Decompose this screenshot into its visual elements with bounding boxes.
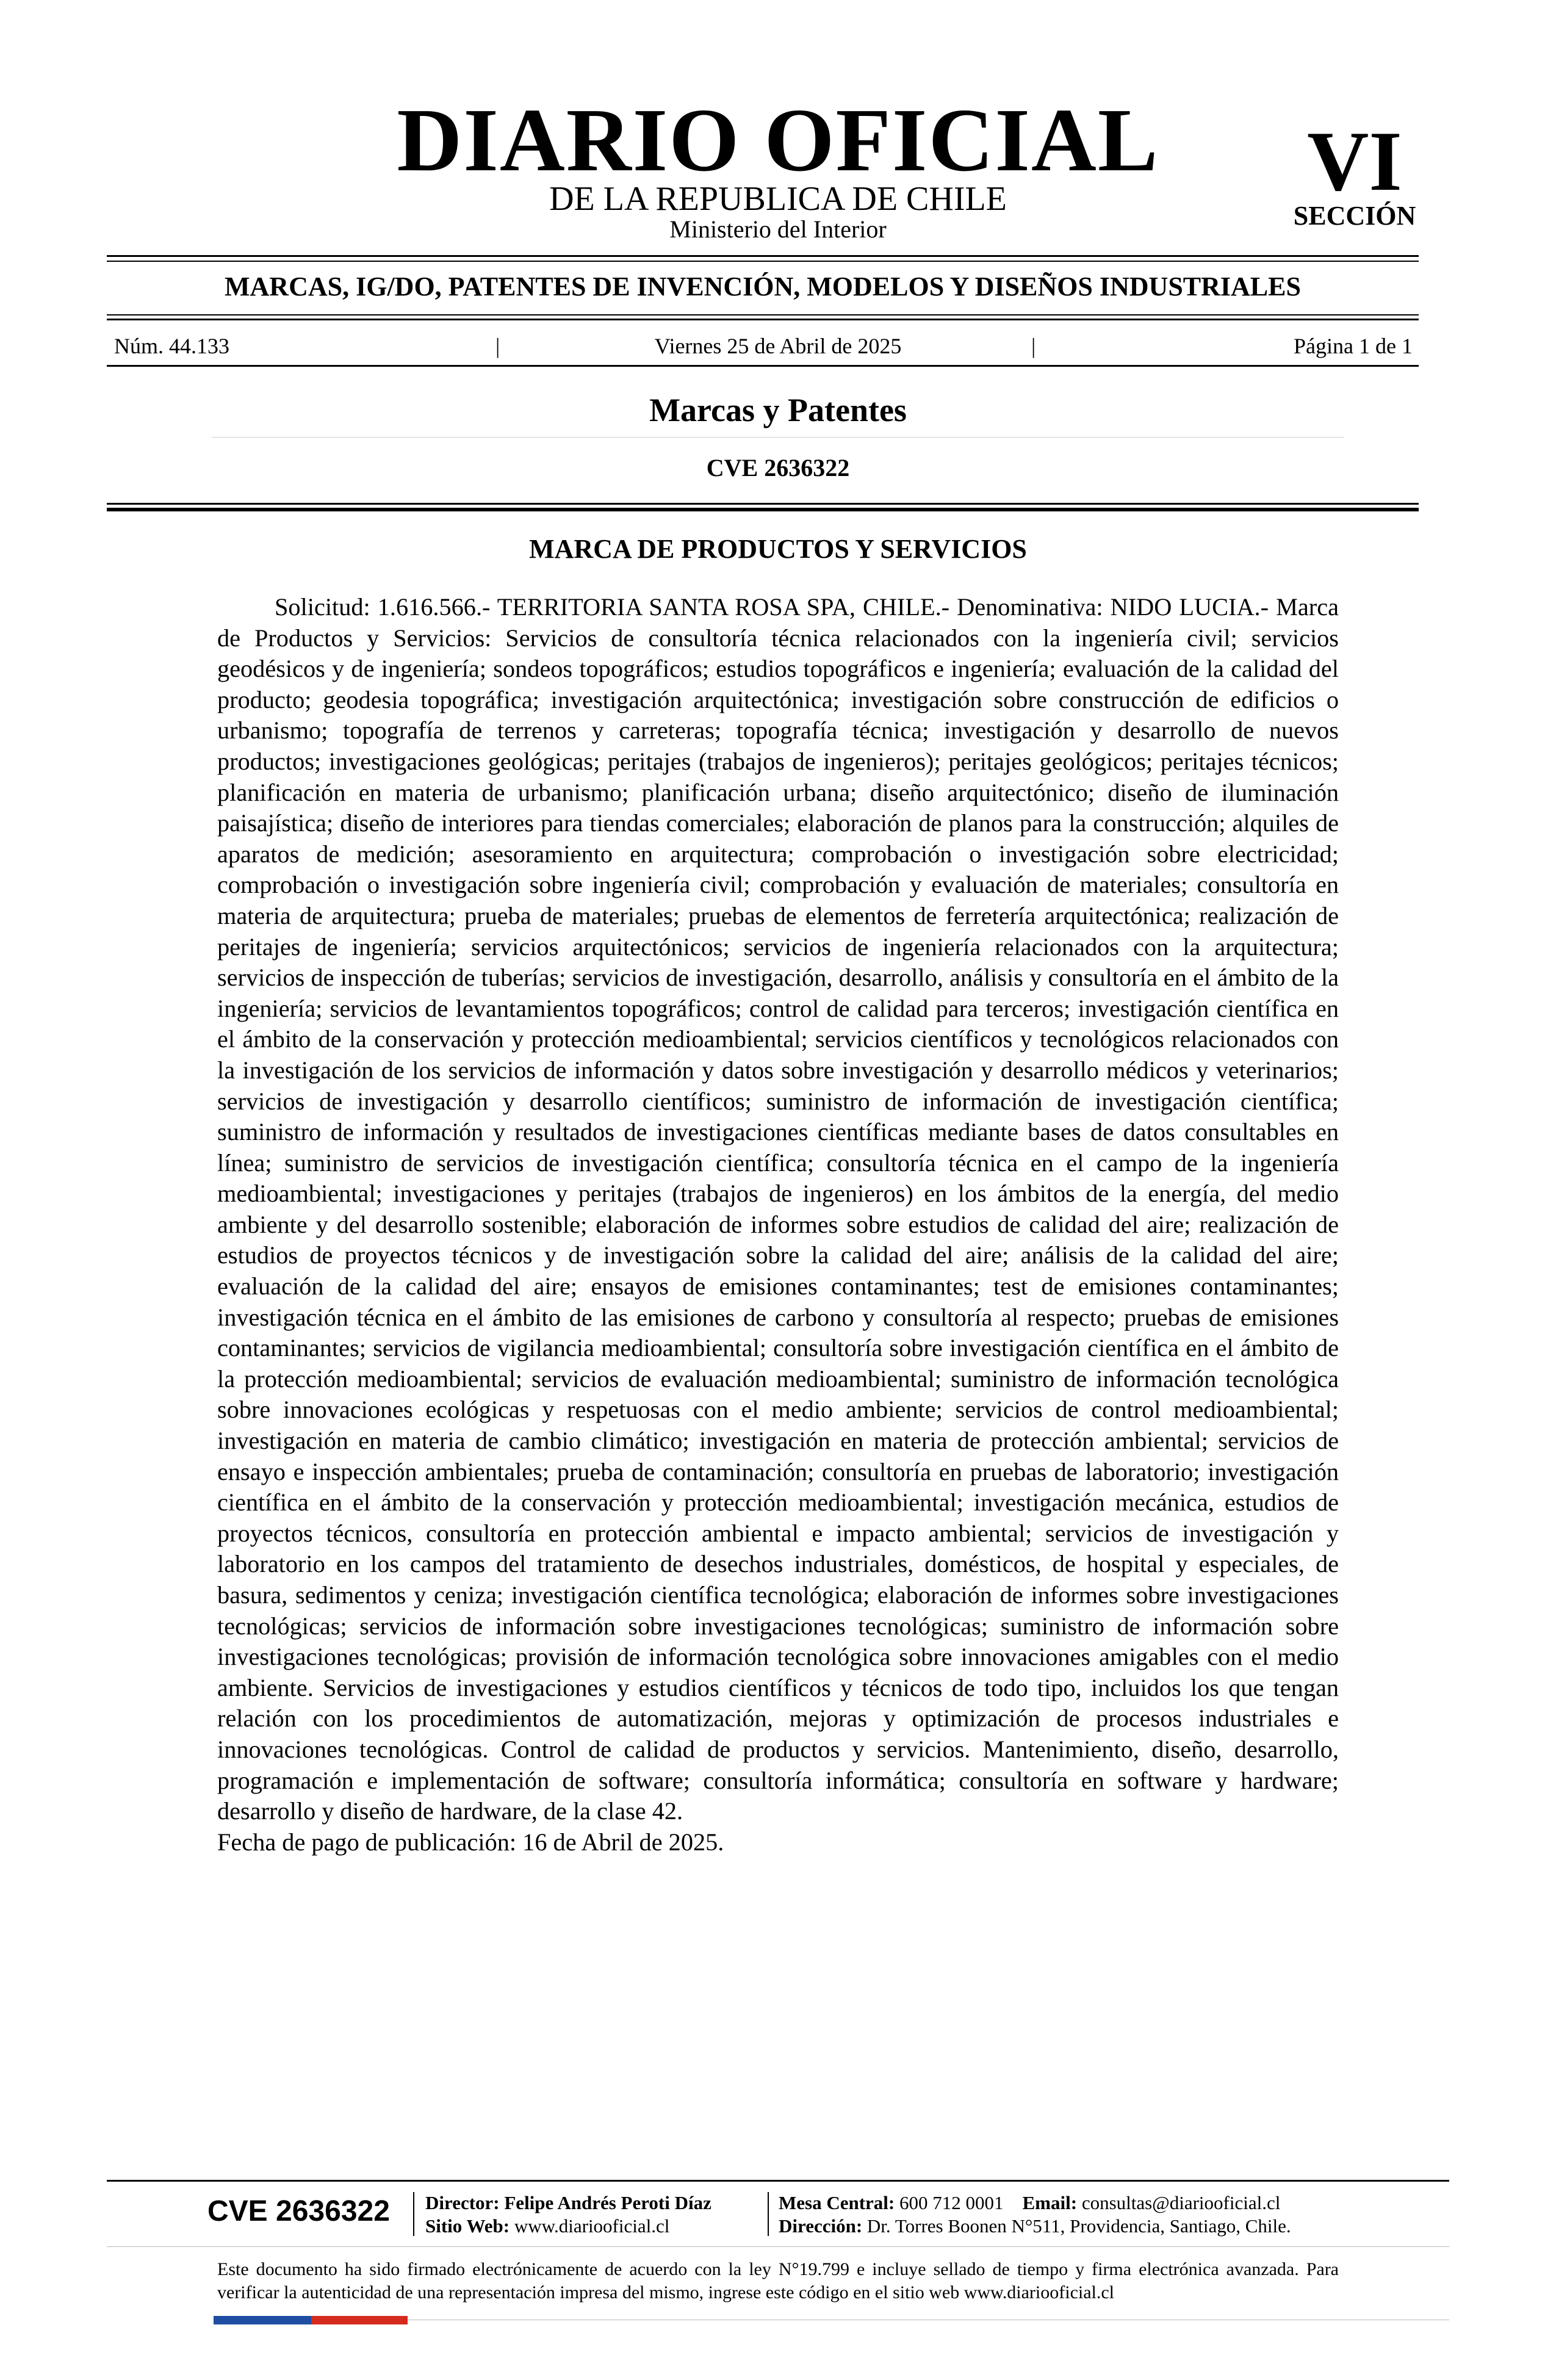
divider	[212, 437, 1344, 438]
divider	[107, 365, 1419, 367]
footer-separator	[413, 2192, 414, 2236]
body-paragraph: Solicitud: 1.616.566.- TERRITORIA SANTA ROSA SPA, CHILE.- Denominativa: NIDO LUCIA.- Marca de Productos y Servicios: Servicios de consultoría técnica relacionados con la ingeniería civil; servicios geodésicos y de ingeniería; sondeos topográficos; estudios topográficos e ingeniería; evaluación de la calidad del producto; geodesia topográfica; investigación arquitectónica; investigación sobre construcción de edificios o urbanismo; topografía de terrenos y carreteras; topografía técnica; investigación y desarrollo de nuevos productos; investigaciones geológicas; peritajes (trabajos de ingenieros); peritajes geológicos; peritajes técnicos; planificación en materia de urbanismo; planificación urbana; diseño arquitectónico; diseño de iluminación paisajística; diseño de interiores para tiendas comerciales; elaboración de planos para la construcción; alquiles de aparatos de medición; asesoramiento en arquitectura; comprobación o investigación sobre electricidad; comprobación o investigación sobre ingeniería civil; comprobación y evaluación de materiales; consultoría en materia de arquitectura; prueba de materiales; pruebas de elementos de ferretería arquitectónica; realización de peritajes de ingeniería; servicios arquitectónicos; servicios de ingeniería relacionados con la arquitectura; servicios de inspección de tuberías; servicios de investigación, desarrollo, análisis y consultoría en el ámbito de la ingeniería; servicios de levantamientos topográficos; control de calidad para terceros; investigación científica en el ámbito de la conservación y protección medioambiental; servicios científicos y tecnológicos relacionados con la investigación de los servicios de información y datos sobre investigación y desarrollo médicos y veterinarios; servicios de investigación y desarrollo científicos; suministro de información de investigación científica; suministro de información y resultados de investigaciones científicas mediante bases de datos consultables en línea; suministro de servicios de investigación científica; consultoría técnica en el campo de la ingeniería medioambiental; investigaciones y peritajes (trabajos de ingenieros) en los ámbitos de la energía, del medio ambiente y del desarrollo sostenible; elaboración de informes sobre estudios de calidad del aire; realización de estudios de proyectos técnicos y de investigación sobre la calidad del aire; análisis de la calidad del aire; evaluación de la calidad del aire; ensayos de emisiones contaminantes; test de emisiones contaminantes; investigación técnica en el ámbito de las emisiones de carbono y consultoría al respecto; pruebas de emisiones contaminantes; servicios de vigilancia medioambiental; consultoría sobre investigación científica en el ámbito de la protección medioambiental; servicios de evaluación medioambiental; suministro de información tecnológica sobre innovaciones ecológicas y respetuosas con el medio ambiente; servicios de control medioambiental; investigación en materia de cambio climático; investigación en materia de protección ambiental; servicios de ensayo e inspección ambientales; prueba de contaminación; consultoría en pruebas de laboratorio; investigación científica en el ámbito de la conservación y protección medioambiental; investigación mecánica, estudios de proyectos técnicos, consultoría en protección ambiental e impacto ambiental; servicios de investigación y laboratorio en los campos del tratamiento de desechos industriales, domésticos, de hospital y especiales, de basura, sedimentos y ceniza; investigación científica tecnológica; elaboración de informes sobre investigaciones tecnológicas; servicios de información sobre investigaciones tecnológicas; suministro de información sobre investigaciones tecnológicas; provisión de información tecnológica sobre innovaciones amigables con el medio ambiente. Servicios de investigaciones y estudios científicos y técnicos de todo tipo, incluidos los que tengan relación con los procedimientos de automatización, mejoras y optimización de procesos industriales e innovaciones tecnológicas. Control de calidad de productos y servicios. Mantenimiento, diseño, desarrollo, programación e implementación de software; consultoría informática; consultoría en software y hardware; desarrollo y diseño de hardware, de la clase 42.	[217, 593, 1339, 1825]
divider	[107, 255, 1419, 257]
masthead-ministry: Ministerio del Interior	[669, 215, 887, 243]
footer-director: Director: Felipe Andrés Peroti Díaz Sitio Web: www.diariooficial.cl	[425, 2192, 711, 2237]
issue-number: Núm. 44.133	[114, 334, 229, 358]
divider	[107, 319, 1419, 320]
flag-stripe-red	[311, 2316, 408, 2324]
divider	[107, 261, 1419, 262]
footer-contact: Mesa Central: 600 712 0001 Email: consultas@diariooficial.cl Dirección: Dr. Torres Boonen N°511, Providencia, Santiago, Chile.	[779, 2192, 1291, 2237]
footer-divider	[107, 2246, 1449, 2247]
footer-separator	[768, 2192, 769, 2236]
footer-divider	[107, 2180, 1449, 2182]
footer-cve: CVE 2636322	[207, 2195, 390, 2227]
section-number: VI	[1307, 114, 1402, 209]
divider	[107, 314, 1419, 316]
meta-separator: |	[495, 334, 500, 358]
page-number: Página 1 de 1	[1294, 334, 1413, 358]
section-label: SECCIÓN	[1293, 201, 1416, 231]
payment-date: Fecha de pago de publicación: 16 de Abril de 2025.	[217, 1828, 724, 1856]
page-title: Marcas y Patentes	[649, 392, 907, 428]
issue-date: Viernes 25 de Abril de 2025	[654, 334, 902, 358]
legal-notice: Este documento ha sido firmado electrónicamente de acuerdo con la ley N°19.799 e incluye sellado de tiempo y firma electrónica avanzada. Para verificar la autenticidad de una representación impresa del mismo, ingrese este código en el sitio web www.diariooficial.cl	[217, 2259, 1339, 2302]
masthead-title: DIARIO OFICIAL	[397, 90, 1159, 190]
flag-stripe-blue	[214, 2316, 311, 2324]
document-body	[217, 592, 1339, 1858]
meta-separator: |	[1031, 334, 1036, 358]
section-title: MARCAS, IG/DO, PATENTES DE INVENCIÓN, MODELOS Y DISEÑOS INDUSTRIALES	[225, 272, 1301, 301]
cve-code: CVE 2636322	[706, 454, 850, 481]
divider	[107, 503, 1419, 505]
masthead-subtitle: DE LA REPUBLICA DE CHILE	[549, 180, 1007, 218]
document-heading: MARCA DE PRODUCTOS Y SERVICIOS	[529, 534, 1027, 564]
divider	[107, 508, 1419, 511]
